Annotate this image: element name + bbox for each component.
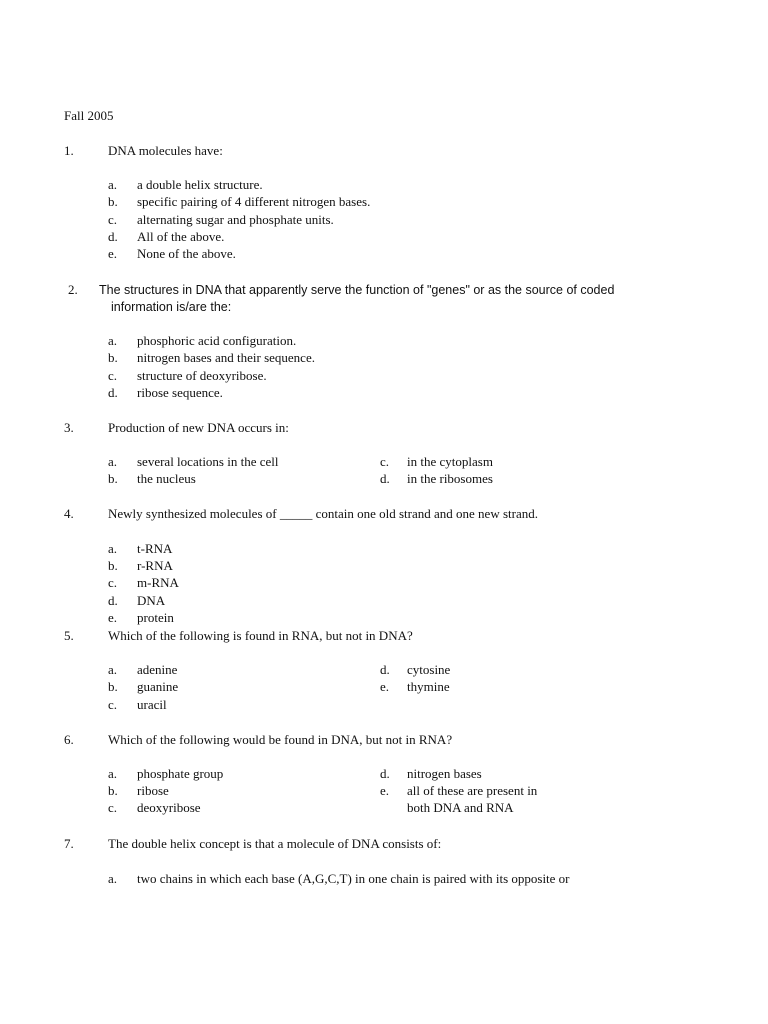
question-4-stem: Newly synthesized molecules of _____ contain one old strand and one new strand. [108,506,538,521]
q3-option-letter: c. [380,454,390,469]
q4-option-letter: d. [108,593,118,608]
q5-option-text: guanine [137,679,179,694]
q1-option-text: None of the above. [137,246,236,261]
q6-option-text: phosphate group [137,766,224,781]
q3-option-letter: a. [108,454,118,469]
q4-option-letter: b. [108,558,118,573]
question-1-number: 1. [64,143,74,158]
q5-option-letter: b. [108,679,118,694]
q4-option-letter: a. [108,541,118,556]
q3-option-text: several locations in the cell [137,454,279,469]
question-2-number: 2. [68,282,78,297]
question-6-stem: Which of the following would be found in DNA, but not in RNA? [108,732,453,747]
q1-option-letter: c. [108,212,118,227]
q4-option-text: m-RNA [137,575,179,590]
term-heading: Fall 2005 [64,108,114,123]
q2-option-letter: d. [108,385,118,400]
q5-option-text: cytosine [407,662,451,677]
q4-option-text: t-RNA [137,541,173,556]
q3-option-text: in the cytoplasm [407,454,493,469]
q6-option-text: all of these are present in [407,783,538,798]
q6-option-letter: a. [108,766,118,781]
q1-option-text: a double helix structure. [137,177,263,192]
q7-option-letter: a. [108,871,118,886]
question-7-stem: The double helix concept is that a molecule of DNA consists of: [108,836,442,851]
q4-option-letter: c. [108,575,118,590]
q6-option-letter: d. [380,766,390,781]
q6-option-letter: b. [108,783,118,798]
q5-option-letter: c. [108,697,118,712]
question-3-number: 3. [64,420,74,435]
q5-option-text: adenine [137,662,178,677]
q5-option-text: thymine [407,679,450,694]
q1-option-text: alternating sugar and phosphate units. [137,212,334,227]
question-1-stem: DNA molecules have: [108,143,223,158]
q5-option-letter: d. [380,662,390,677]
question-7-number: 7. [64,836,74,851]
q7-option-text: two chains in which each base (A,G,C,T) in one chain is paired with its opposite or [137,871,570,886]
q2-option-text: nitrogen bases and their sequence. [137,350,315,365]
q2-option-text: structure of deoxyribose. [137,368,267,383]
q6-option-text-continued: both DNA and RNA [407,800,514,815]
q5-option-letter: a. [108,662,118,677]
question-3-stem: Production of new DNA occurs in: [108,420,289,435]
q3-option-text: in the ribosomes [407,471,493,486]
q4-option-letter: e. [108,610,118,625]
q3-option-text: the nucleus [137,471,196,486]
q1-option-text: All of the above. [137,229,225,244]
q4-option-text: DNA [137,593,166,608]
question-2-stem-line1: The structures in DNA that apparently serve the function of "genes" or as the source of coded [99,283,615,297]
q4-option-text: protein [137,610,174,625]
q2-option-letter: c. [108,368,118,383]
q5-option-letter: e. [380,679,390,694]
q2-option-letter: a. [108,333,118,348]
q3-option-letter: b. [108,471,118,486]
q6-option-letter: c. [108,800,118,815]
q6-option-text: ribose [137,783,169,798]
question-5-number: 5. [64,628,74,643]
question-5-stem: Which of the following is found in RNA, but not in DNA? [108,628,413,643]
q3-option-letter: d. [380,471,390,486]
q6-option-text: deoxyribose [137,800,201,815]
q6-option-text: nitrogen bases [407,766,482,781]
q2-option-letter: b. [108,350,118,365]
q1-option-letter: a. [108,177,118,192]
q1-option-text: specific pairing of 4 different nitrogen bases. [137,194,371,209]
q1-option-letter: d. [108,229,118,244]
q2-option-text: ribose sequence. [137,385,223,400]
q1-option-letter: e. [108,246,118,261]
q4-option-text: r-RNA [137,558,173,573]
q6-option-letter: e. [380,783,390,798]
q1-option-letter: b. [108,194,118,209]
q5-option-text: uracil [137,697,167,712]
question-4-number: 4. [64,506,74,521]
q2-option-text: phosphoric acid configuration. [137,333,297,348]
question-6-number: 6. [64,732,74,747]
question-2-stem-line2: information is/are the: [111,300,232,314]
